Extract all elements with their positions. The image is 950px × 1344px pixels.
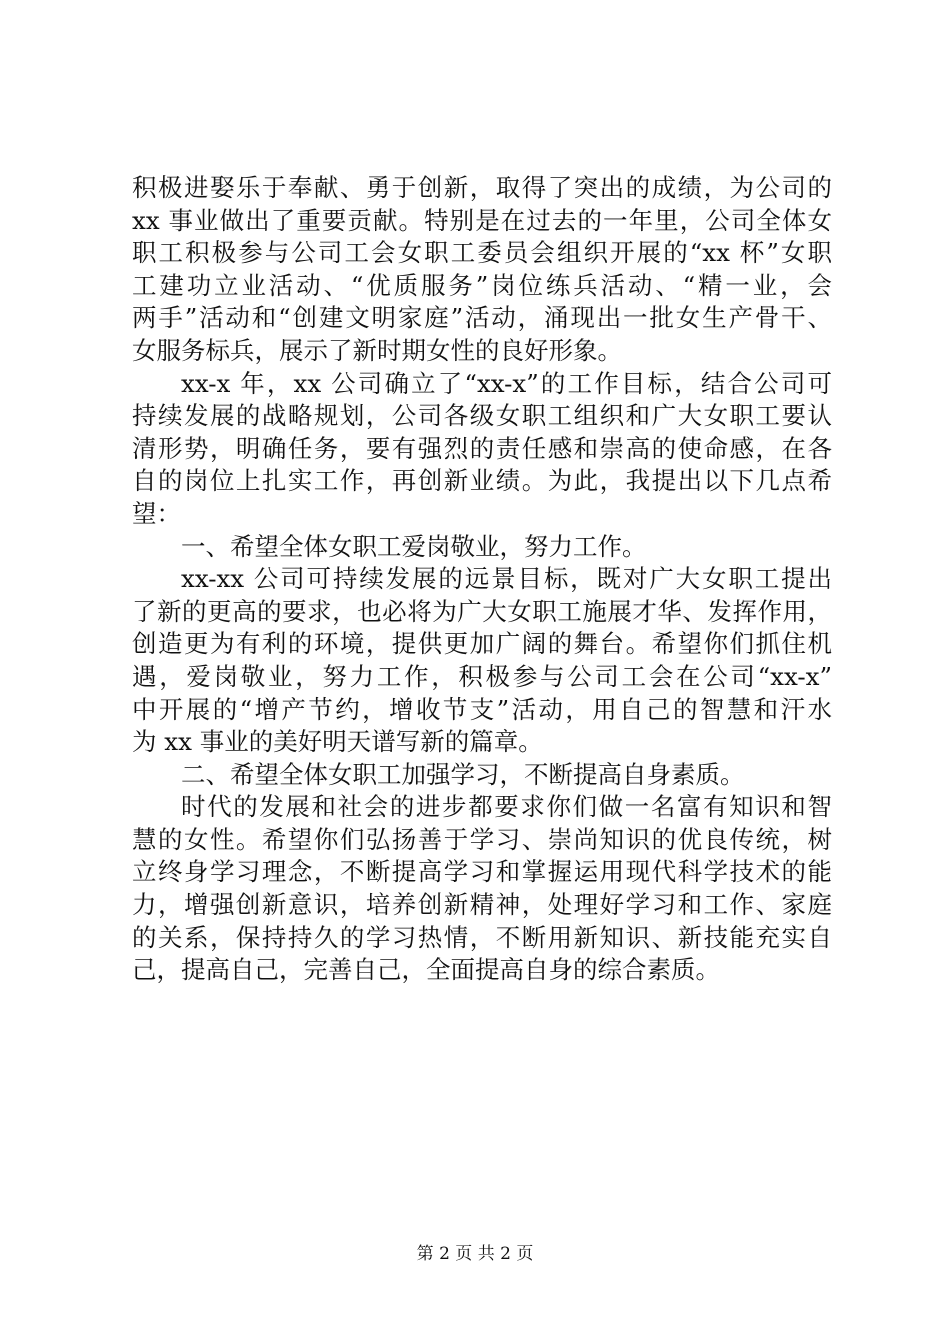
text-line: 力，增强创新意识，培养创新精神，处理好学习和工作、家庭 (132, 890, 832, 920)
text-line: 工建功立业活动、“优质服务”岗位练兵活动、“精一业，会 (132, 270, 832, 300)
text-line: 女服务标兵，展示了新时期女性的良好形象。 (132, 335, 622, 365)
text-line: xx-x 年，xx 公司确立了“xx-x”的工作目标，结合公司可 (181, 368, 832, 398)
text-line: 己，提高自己，完善自己，全面提高自身的综合素质。 (132, 955, 720, 985)
text-line: 遇，爱岗敬业，努力工作，积极参与公司工会在公司“xx-x” (132, 661, 832, 691)
text-line: 的关系，保持持久的学习热情，不断用新知识、新技能充实自 (132, 922, 832, 952)
text-line: 两手”活动和“创建文明家庭”活动，涌现出一批女生产骨干、 (132, 303, 832, 333)
text-line: 望： (132, 498, 181, 528)
text-line: 积极进娶乐于奉献、勇于创新，取得了突出的成绩，为公司的 (132, 173, 832, 202)
text-line: 二、希望全体女职工加强学习，不断提高自身素质。 (181, 759, 745, 789)
text-line: 了新的更高的要求，也必将为广大女职工施展才华、发挥作用， (132, 596, 832, 626)
text-line: 自的岗位上扎实工作，再创新业绩。为此，我提出以下几点希 (132, 466, 832, 496)
text-line: 持续发展的战略规划，公司各级女职工组织和广大女职工要认 (132, 401, 832, 431)
text-line: 时代的发展和社会的进步都要求你们做一名富有知识和智 (181, 792, 832, 822)
document-body (132, 172, 832, 987)
text-line: 清形势，明确任务，要有强烈的责任感和崇高的使命感，在各 (132, 433, 832, 463)
text-line: 慧的女性。希望你们弘扬善于学习、崇尚知识的优良传统，树 (132, 824, 832, 854)
text-line: 职工积极参与公司工会女职工委员会组织开展的“xx 杯”女职 (132, 238, 832, 268)
text-line: xx 事业做出了重要贡献。特别是在过去的一年里，公司全体女 (132, 205, 832, 235)
text-line: xx-xx 公司可持续发展的远景目标，既对广大女职工提出 (181, 564, 832, 594)
text-line: 中开展的“增产节约，增收节支”活动，用自己的智慧和汗水 (132, 694, 832, 724)
page-number-footer: 第 2 页 共 2 页 (416, 1244, 534, 1264)
text-line: 一、希望全体女职工爱岗敬业，努力工作。 (181, 531, 647, 561)
text-line: 创造更为有利的环境，提供更加广阔的舞台。希望你们抓住机 (132, 629, 832, 659)
text-line: 为 xx 事业的美好明天谱写新的篇章。 (132, 727, 543, 757)
text-line: 立终身学习理念，不断提高学习和掌握运用现代科学技术的能 (132, 857, 832, 887)
